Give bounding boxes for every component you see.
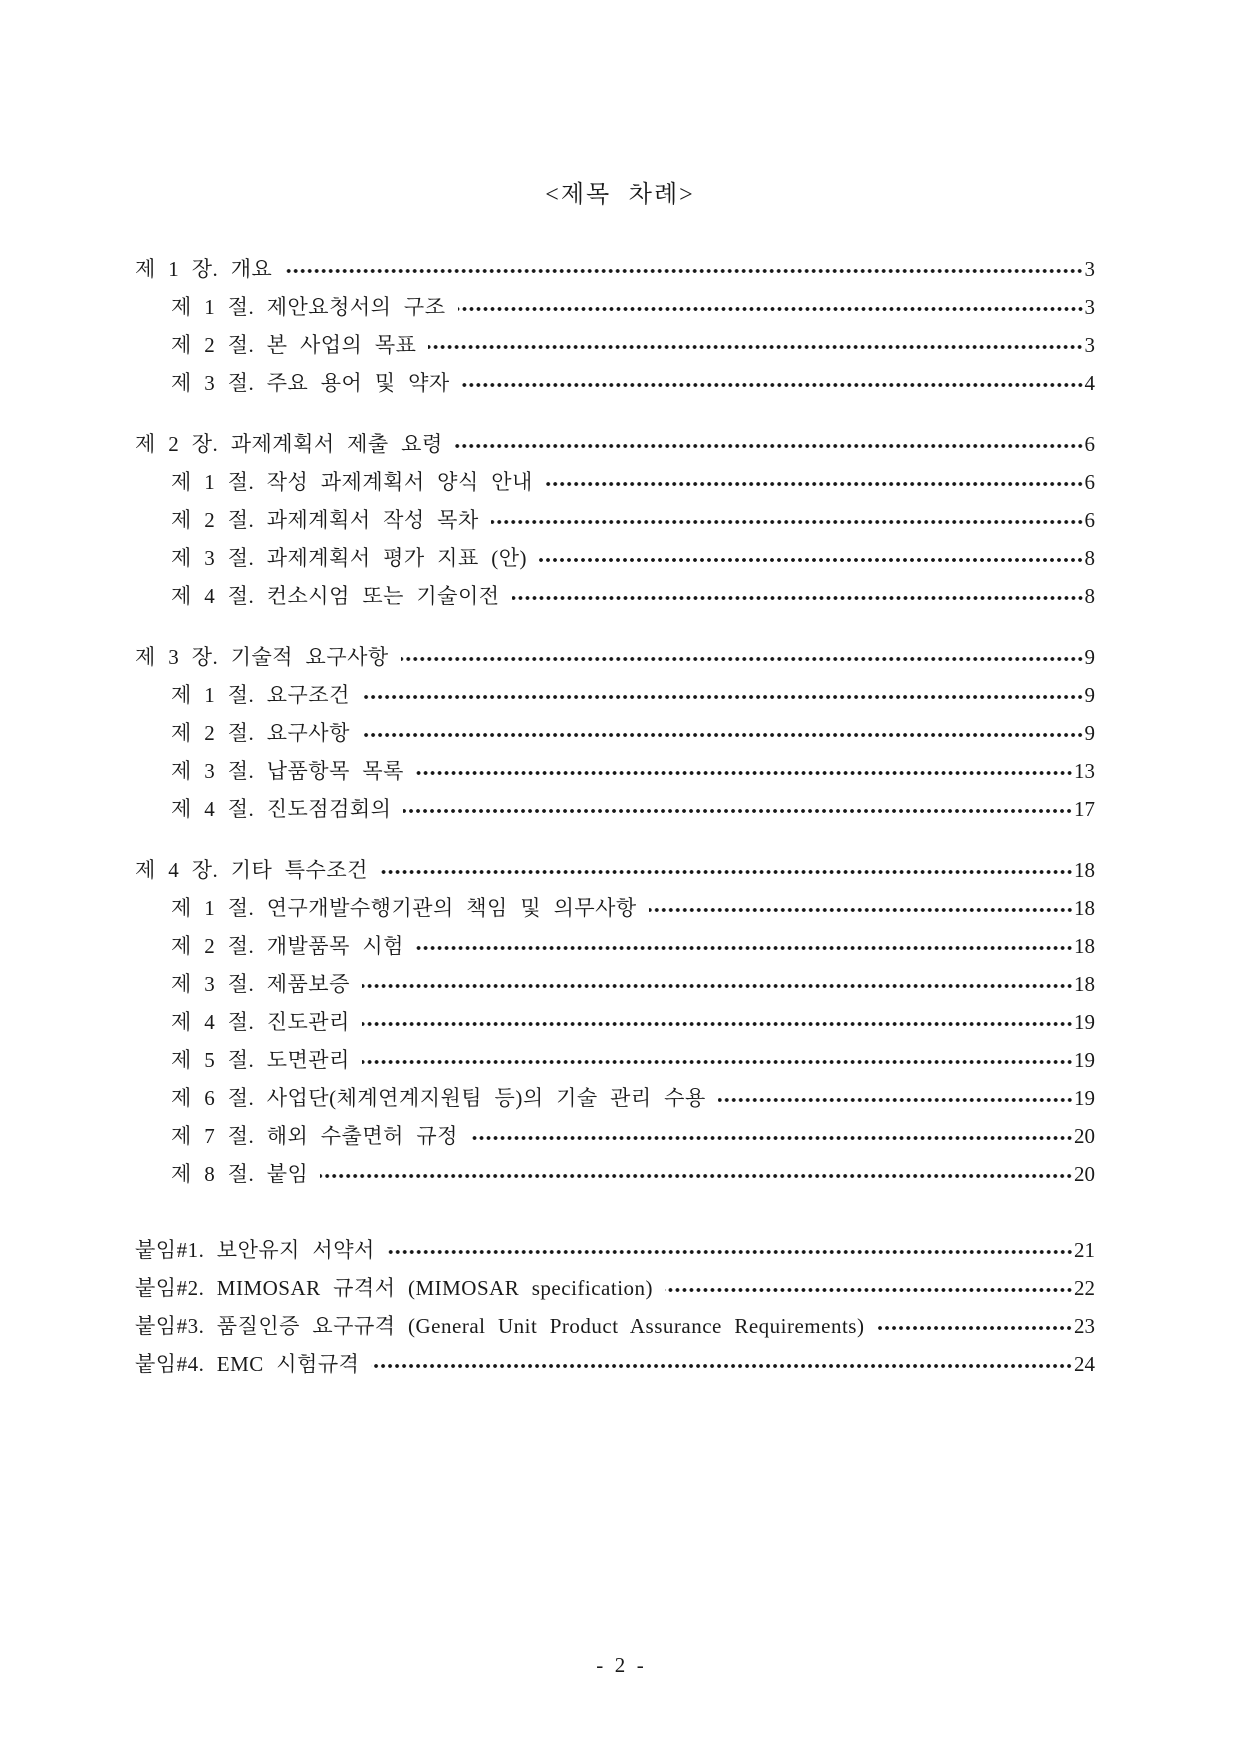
toc-entry bbox=[135, 638, 1095, 676]
toc-page-number: 3 bbox=[1084, 295, 1095, 319]
toc-page-number: 6 bbox=[1084, 508, 1095, 532]
toc-entry-label: 제 5 절. 도면관리 bbox=[171, 1048, 350, 1072]
toc-page-number: 3 bbox=[1084, 333, 1095, 357]
toc-entry bbox=[135, 851, 1095, 889]
toc-page-number: 3 bbox=[1084, 257, 1095, 281]
toc-entry bbox=[135, 425, 1095, 463]
toc-leader-dots bbox=[665, 1269, 1073, 1307]
toc-entry bbox=[135, 1155, 1095, 1193]
toc-entry-label: 제 6 절. 사업단(체계연계지원팀 등)의 기술 관리 수용 bbox=[171, 1086, 706, 1110]
toc-leader-dots bbox=[362, 1041, 1073, 1079]
toc-leader-dots bbox=[416, 752, 1073, 790]
toc-page-number: 8 bbox=[1084, 546, 1095, 570]
toc-entry bbox=[135, 676, 1095, 714]
toc-page-number: 20 bbox=[1074, 1124, 1095, 1148]
toc-entry-label: 제 4 절. 진도관리 bbox=[171, 1010, 350, 1034]
toc-entry bbox=[135, 790, 1095, 828]
toc-entry-label: 붙임#4. EMC 시험규격 bbox=[135, 1352, 360, 1376]
toc-entry-label: 제 2 장. 과제계획서 제출 요령 bbox=[135, 432, 443, 456]
toc-page-number: 18 bbox=[1074, 858, 1095, 882]
toc-page-number: 17 bbox=[1074, 797, 1095, 821]
toc-entry bbox=[135, 288, 1095, 326]
toc-group-chapter-1 bbox=[135, 250, 1095, 402]
toc-page-number: 19 bbox=[1074, 1086, 1095, 1110]
page-title: <제목 차례> bbox=[545, 182, 695, 208]
toc-entry bbox=[135, 889, 1095, 927]
toc-list bbox=[0, 250, 1240, 1383]
toc-entry bbox=[135, 1231, 1095, 1269]
toc-entry-label: 붙임#2. MIMOSAR 규격서 (MIMOSAR specification) bbox=[135, 1276, 654, 1300]
toc-page-number: 4 bbox=[1084, 371, 1095, 395]
toc-page-number: 6 bbox=[1084, 432, 1095, 456]
toc-entry bbox=[135, 501, 1095, 539]
toc-entry-label: 제 8 절. 붙임 bbox=[171, 1162, 309, 1186]
toc-entry bbox=[135, 714, 1095, 752]
toc-entry bbox=[135, 1079, 1095, 1117]
toc-page-number: 9 bbox=[1084, 721, 1095, 745]
toc-leader-dots bbox=[470, 1117, 1073, 1155]
toc-page-number: 18 bbox=[1074, 972, 1095, 996]
toc-entry bbox=[135, 752, 1095, 790]
toc-page-number: 21 bbox=[1074, 1238, 1095, 1262]
toc-leader-dots bbox=[718, 1079, 1073, 1117]
toc-leader-dots bbox=[371, 1345, 1073, 1383]
toc-leader-dots bbox=[428, 326, 1083, 364]
toc-entry-label: 제 1 절. 작성 과제계획서 양식 안내 bbox=[171, 470, 533, 494]
toc-page-number: 23 bbox=[1074, 1314, 1095, 1338]
toc-entry bbox=[135, 965, 1095, 1003]
toc-entry bbox=[135, 1117, 1095, 1155]
toc-page-number: 19 bbox=[1074, 1010, 1095, 1034]
toc-leader-dots bbox=[458, 288, 1084, 326]
toc-entry bbox=[135, 326, 1095, 364]
toc-entry-label: 붙임#3. 품질인증 요구규격 (General Unit Product Assurance Requirements) bbox=[135, 1314, 865, 1338]
toc-entry-label: 제 4 절. 컨소시엄 또는 기술이전 bbox=[171, 584, 500, 608]
toc-entry-label: 제 2 절. 과제계획서 작성 목차 bbox=[171, 508, 479, 532]
toc-entry-label: 제 3 절. 제품보증 bbox=[171, 972, 350, 996]
toc-page-number: 13 bbox=[1074, 759, 1095, 783]
toc-entry-label: 제 1 절. 제안요청서의 구조 bbox=[171, 295, 446, 319]
toc-page-number: 6 bbox=[1084, 470, 1095, 494]
toc-group-chapter-2 bbox=[135, 425, 1095, 615]
toc-leader-dots bbox=[416, 927, 1073, 965]
toc-entry-label: 제 2 절. 개발품목 시험 bbox=[171, 934, 404, 958]
toc-entry bbox=[135, 1307, 1095, 1345]
toc-entry bbox=[135, 463, 1095, 501]
toc-page-number: 19 bbox=[1074, 1048, 1095, 1072]
toc-leader-dots bbox=[387, 1231, 1073, 1269]
toc-page-number: 24 bbox=[1074, 1352, 1095, 1376]
toc-leader-dots bbox=[401, 638, 1084, 676]
toc-page-number: 22 bbox=[1074, 1276, 1095, 1300]
toc-entry bbox=[135, 1003, 1095, 1041]
toc-entry bbox=[135, 250, 1095, 288]
toc-entry-label: 제 3 장. 기술적 요구사항 bbox=[135, 645, 389, 669]
toc-group-chapter-3 bbox=[135, 638, 1095, 828]
toc-page-number: 9 bbox=[1084, 645, 1095, 669]
toc-page-number: 20 bbox=[1074, 1162, 1095, 1186]
toc-leader-dots bbox=[380, 851, 1073, 889]
toc-leader-dots bbox=[455, 425, 1084, 463]
toc-entry bbox=[135, 577, 1095, 615]
toc-leader-dots bbox=[512, 577, 1084, 615]
toc-entry bbox=[135, 1041, 1095, 1079]
toc-entry-label: 제 2 절. 요구사항 bbox=[171, 721, 350, 745]
toc-entry bbox=[135, 1345, 1095, 1383]
toc-leader-dots bbox=[403, 790, 1073, 828]
toc-entry-label: 제 4 장. 기타 특수조건 bbox=[135, 858, 368, 882]
toc-leader-dots bbox=[362, 965, 1073, 1003]
toc-page-number: 18 bbox=[1074, 896, 1095, 920]
toc-page-number: 18 bbox=[1074, 934, 1095, 958]
toc-leader-dots bbox=[320, 1155, 1073, 1193]
toc-entry-label: 제 7 절. 해외 수출면허 규정 bbox=[171, 1124, 458, 1148]
toc-entry-label: 제 3 절. 주요 용어 및 약자 bbox=[171, 371, 450, 395]
toc-entry-label: 제 3 절. 납품항목 목록 bbox=[171, 759, 404, 783]
toc-entry-label: 제 4 절. 진도점검회의 bbox=[171, 797, 392, 821]
toc-leader-dots bbox=[876, 1307, 1073, 1345]
toc-entry-label: 붙임#1. 보안유지 서약서 bbox=[135, 1238, 375, 1262]
toc-group-appendices bbox=[135, 1231, 1095, 1383]
toc-entry-label: 제 1 장. 개요 bbox=[135, 257, 273, 281]
toc-leader-dots bbox=[539, 539, 1084, 577]
toc-page-number: 9 bbox=[1084, 683, 1095, 707]
toc-entry-label: 제 3 절. 과제계획서 평가 지표 (안) bbox=[171, 546, 527, 570]
toc-leader-dots bbox=[362, 676, 1084, 714]
toc-entry bbox=[135, 1269, 1095, 1307]
toc-entry-label: 제 1 절. 연구개발수행기관의 책임 및 의무사항 bbox=[171, 896, 637, 920]
footer-page-number: - 2 - bbox=[596, 1653, 644, 1677]
toc-entry bbox=[135, 539, 1095, 577]
toc-entry-label: 제 1 절. 요구조건 bbox=[171, 683, 350, 707]
toc-entry bbox=[135, 364, 1095, 402]
toc-leader-dots bbox=[491, 501, 1084, 539]
toc-page-number: 8 bbox=[1084, 584, 1095, 608]
toc-leader-dots bbox=[462, 364, 1084, 402]
toc-entry-label: 제 2 절. 본 사업의 목표 bbox=[171, 333, 417, 357]
toc-leader-dots bbox=[649, 889, 1073, 927]
toc-group-chapter-4 bbox=[135, 851, 1095, 1193]
toc-leader-dots bbox=[362, 714, 1084, 752]
toc-entry bbox=[135, 927, 1095, 965]
toc-leader-dots bbox=[362, 1003, 1073, 1041]
toc-leader-dots bbox=[545, 463, 1084, 501]
toc-leader-dots bbox=[284, 250, 1083, 288]
